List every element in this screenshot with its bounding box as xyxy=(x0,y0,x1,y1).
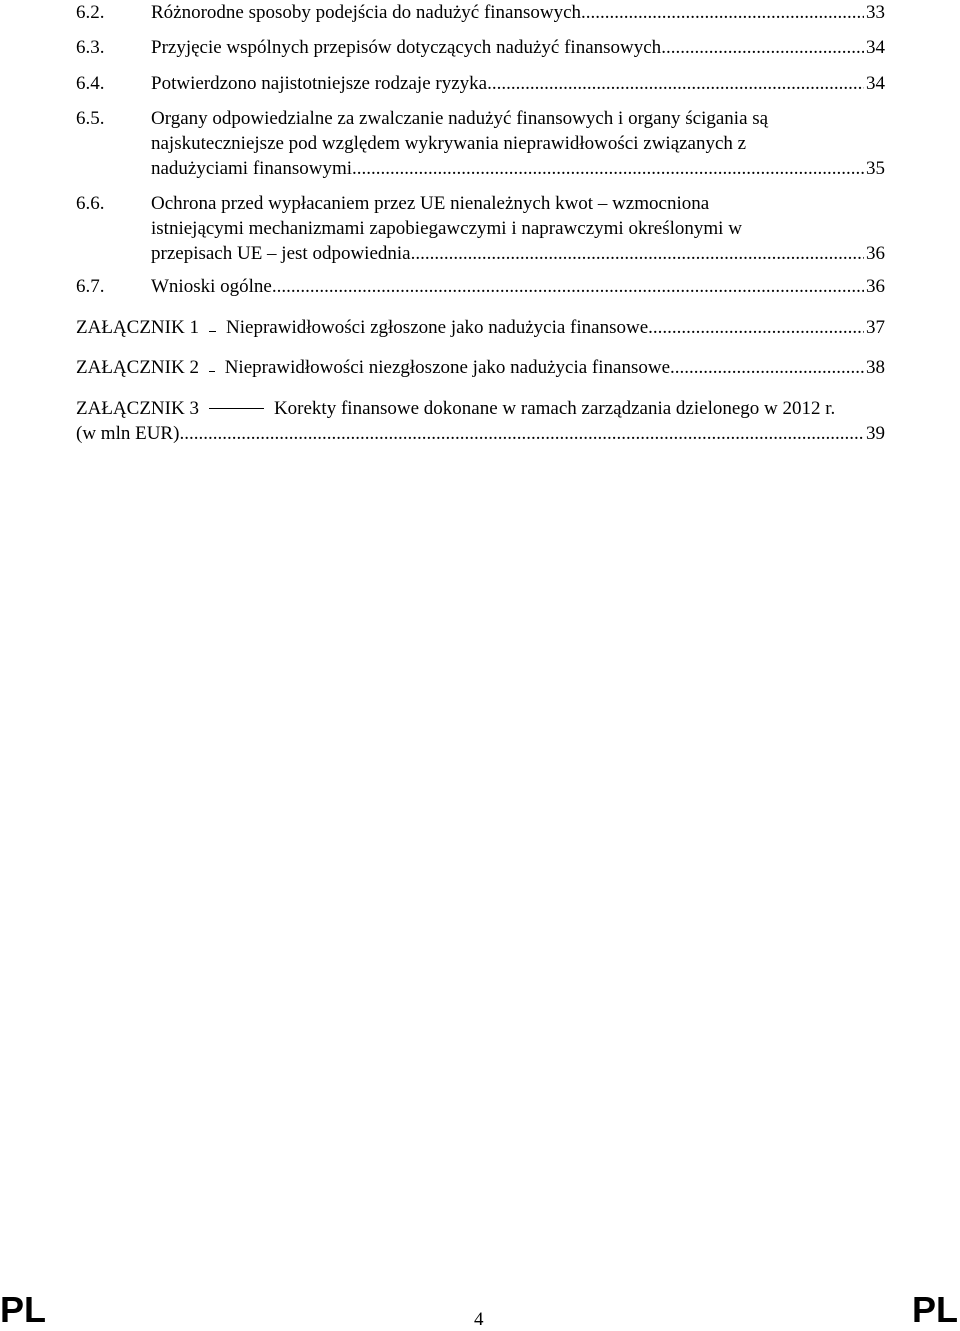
toc-entry-title-line: Organy odpowiedzialne za zwalczanie nadużyć finansowych i organy ścigania są xyxy=(151,108,769,129)
annex-label: ZAŁĄCZNIK 1 xyxy=(76,317,199,338)
annex-label: ZAŁĄCZNIK 2 xyxy=(76,357,199,378)
dot-leader xyxy=(487,71,864,96)
annex-label: ZAŁĄCZNIK 3 xyxy=(76,398,199,419)
toc-entry-title-line: nadużyciami finansowymi... xyxy=(151,158,367,179)
toc-entry-title: Różnorodne sposoby podejścia do nadużyć finansowych xyxy=(151,2,582,23)
toc-annex-entry[interactable] xyxy=(76,315,885,340)
toc-entry[interactable] xyxy=(76,191,885,266)
toc-entry-title-line: Ochrona przed wypłacaniem przez UE nienależnych kwot – wzmocniona xyxy=(151,193,710,214)
toc-entry-page: 39 xyxy=(866,423,885,444)
toc-annex-entry[interactable] xyxy=(76,396,885,446)
dot-leader xyxy=(648,315,864,340)
toc-entry-page: 37 xyxy=(866,317,885,338)
language-code-left: PL xyxy=(0,1289,47,1330)
em-dash-rule xyxy=(209,371,215,372)
dot-leader xyxy=(366,156,864,181)
toc-entry-number: 6.6. xyxy=(76,193,105,214)
toc-entry-number: 6.3. xyxy=(76,37,105,58)
toc-entry[interactable] xyxy=(76,274,885,299)
page-footer xyxy=(0,1290,960,1330)
dot-leader xyxy=(661,35,864,60)
toc-entry-number: 6.7. xyxy=(76,276,105,297)
toc-entry-title-line: przepisach UE – jest odpowiednia xyxy=(151,243,411,264)
toc-entry-number: 6.5. xyxy=(76,108,105,129)
toc-entry-number: 6.4. xyxy=(76,73,105,94)
toc-entry-title-line: istniejącymi mechanizmami zapobiegawczymi i naprawczymi określonymi w xyxy=(151,218,742,239)
language-code-right: PL xyxy=(911,1289,958,1330)
toc-entry-page: 38 xyxy=(866,357,885,378)
toc-entry[interactable] xyxy=(76,106,885,181)
toc-entry[interactable] xyxy=(76,0,885,25)
dot-leader xyxy=(581,0,864,25)
toc-entry-title: Potwierdzono najistotniejsze rodzaje ryzyka xyxy=(151,73,488,94)
toc-entry-page: 34 xyxy=(866,37,885,58)
toc-entry-page: 33 xyxy=(866,2,885,23)
toc-entry-number: 6.2. xyxy=(76,2,105,23)
dot-leader xyxy=(670,355,864,380)
toc-entry[interactable] xyxy=(76,35,885,60)
annex-title: Nieprawidłowości niezgłoszone jako nadużycia finansowe xyxy=(224,357,670,378)
annex-title-line: (w mln EUR) xyxy=(76,423,180,444)
toc-entry-page: 36 xyxy=(866,276,885,297)
toc-entry-title: Wnioski ogólne xyxy=(151,276,272,297)
toc-annex-entry[interactable] xyxy=(76,355,885,380)
annex-title: Korekty finansowe dokonane w ramach zarządzania dzielonego w 2012 r. xyxy=(273,398,836,419)
toc-entry-page: 36 xyxy=(866,243,885,264)
dot-leader xyxy=(179,421,864,446)
page-number: 4 xyxy=(474,1309,484,1330)
em-dash-rule xyxy=(209,331,216,332)
annex-title: Nieprawidłowości zgłoszone jako nadużycia finansowe xyxy=(226,317,649,338)
dot-leader xyxy=(411,241,864,266)
toc-entry-title-line: najskuteczniejsze pod względem wykrywania nieprawidłowości związanych z xyxy=(151,133,747,154)
toc-entry[interactable] xyxy=(76,71,885,96)
dot-leader xyxy=(272,274,864,299)
toc-entry-page: 34 xyxy=(866,73,885,94)
em-dash-rule xyxy=(209,408,264,409)
toc-entry-page: 35 xyxy=(866,158,885,179)
toc-entry-title: Przyjęcie wspólnych przepisów dotyczących nadużyć finansowych xyxy=(151,37,662,58)
